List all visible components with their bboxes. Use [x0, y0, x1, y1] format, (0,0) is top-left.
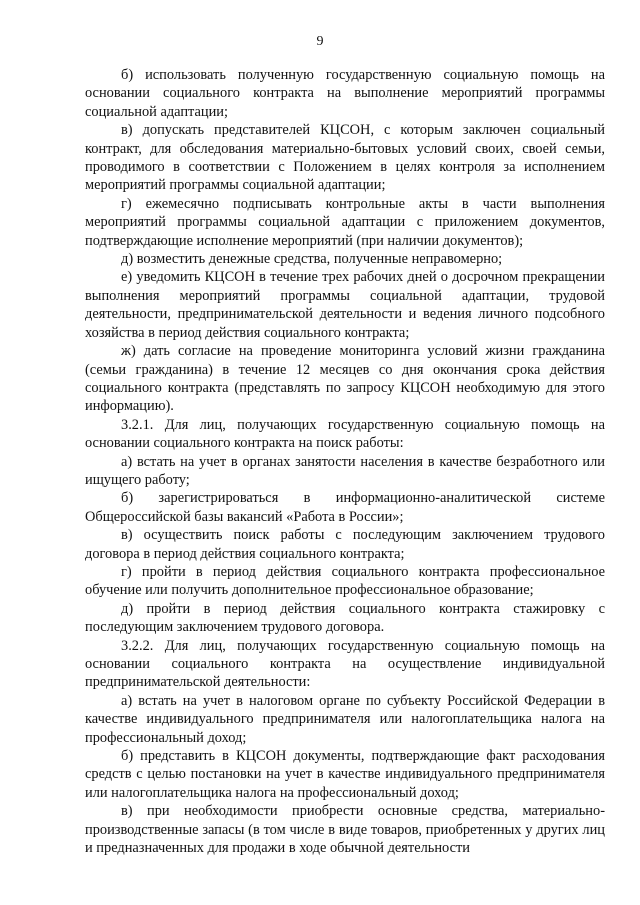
page-number: 9: [316, 34, 324, 49]
paragraph-g-sign-control-acts: г) ежемесячно подписывать контрольные акты в части выполнения мероприятий программы социальной адаптации с приложением документов, подтверждающие исполнение мероприятий (при наличии документов);: [85, 195, 605, 249]
paragraph-zh-monitoring-consent: ж) дать согласие на проведение мониторинга условий жизни гражданина (семьи гражданина) в течение 12 месяцев со дня окончания срока действия социального контракта (представлять по запросу КЦСОН необходимую для этого информацию).: [85, 343, 605, 415]
paragraph-3-2-1-a: а) встать на учет в органах занятости населения в качестве безработного или ищущего работу;: [85, 453, 605, 488]
section-3-2-2-heading: 3.2.2. Для лиц, получающих государственную социальную помощь на основании социального контракта на осуществление индивидуальной предпринимательской деятельности:: [85, 637, 605, 691]
paragraph-d-refund: д) возместить денежные средства, полученные неправомерно;: [121, 251, 503, 268]
paragraph-3-2-1-v: в) осуществить поиск работы с последующим заключением трудового договора в период действия социального контракта;: [85, 527, 605, 562]
paragraph-3-2-2-a: а) встать на учет в налоговом органе по субъекту Российской Федерации в качестве индивидуального предпринимателя или налогоплательщика налога на профессиональный доход;: [85, 692, 605, 746]
paragraph-v-admit-representatives: в) допускать представителей КЦСОН, с которым заключен социальный контракт, для обследования материально-бытовых условий своих, своей семьи, проводимого в соответствии с Положением в целях контроля за исполнением мероприятий программы социальной адаптации;: [85, 122, 605, 194]
paragraph-3-2-2-v: в) при необходимости приобрести основные средства, материально-производственные запасы (в том числе в виде товаров, приобретенных у других лиц и предназначенных для продажи в ходе обычной деятельности: [85, 803, 605, 857]
document-body: [85, 66, 605, 857]
paragraph-b-use-assistance: б) использовать полученную государственную социальную помощь на основании социального контракта на выполнение мероприятий программы социальной адаптации;: [85, 67, 605, 120]
paragraph-3-2-2-b: б) представить в КЦСОН документы, подтверждающие факт расходования средств с целью постановки на учет в качестве индивидуального предпринимателя или налогоплательщика налога на профессиональный доход;: [85, 748, 605, 801]
paragraph-3-2-1-b: б) зарегистрироваться в информационно-аналитической системе Общероссийской базы вакансий «Работа в России»;: [85, 490, 605, 525]
paragraph-3-2-1-d: д) пройти в период действия социального контракта стажировку с последующим заключением трудового договора.: [85, 600, 605, 636]
section-3-2-1-heading: 3.2.1. Для лиц, получающих государственную социальную помощь на основании социального контракта на поиск работы:: [85, 416, 605, 452]
paragraph-3-2-1-g: г) пройти в период действия социального контракта профессиональное обучение или получить дополнительное профессиональное образование;: [85, 563, 605, 599]
paragraph-e-notify: е) уведомить КЦСОН в течение трех рабочих дней о досрочном прекращении выполнения мероприятий программы социальной адаптации, трудовой деятельности, предпринимательской деятельности и ведения личного подсобного хозяйства в период действия социального контракта;: [85, 269, 605, 341]
